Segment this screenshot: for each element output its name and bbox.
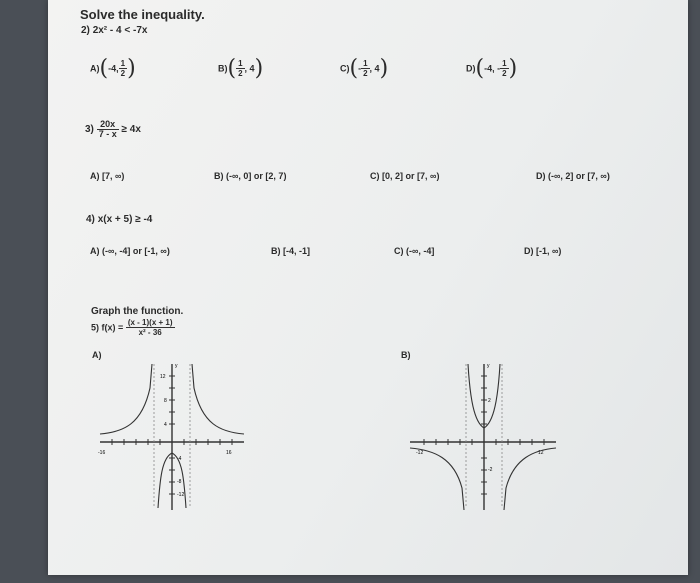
q3-option-a[interactable]: A) [7, ∞) [90,171,125,181]
y-tick-label-top: 12 [160,374,166,380]
x-tick-label-pos: 16 [226,450,232,456]
curve-right-branch [504,448,556,510]
question-2 [81,25,147,36]
graph-b-label[interactable]: B) [401,350,411,360]
q4-option-b[interactable]: B) [-4, -1] [271,246,311,256]
function-lhs: f(x) = [101,322,124,333]
curve-left-branch [100,364,152,434]
worksheet-page [48,0,688,575]
question-number: 5) [91,322,100,333]
y-axis-letter: y [487,363,490,369]
question-expression: 2x² - 4 < -7x [92,25,148,36]
y-tick-label-neg3: -12 [177,492,185,498]
q4-option-d[interactable]: D) [-1, ∞) [524,246,562,256]
function-fraction: $\frac{(x - 1)(x + 1)}{\text{x² - 36}}$ [127,318,173,337]
question-number: 3) [85,124,94,135]
q2-option-b[interactable]: B)( $\frac{1}{2}$ , 4) [218,56,264,81]
x-tick-label-pos: 12 [538,450,544,456]
question-4 [86,214,152,225]
graph-b[interactable] [404,358,564,513]
y-tick-label-neg: -2 [488,467,493,473]
curve-left-branch [410,448,464,510]
y-tick-label-neg1: -4 [177,456,182,462]
y-axis-letter: y [175,363,178,369]
question-5-heading: Graph the function. [91,306,184,317]
y-tick-label-neg2: -8 [177,479,182,485]
q3-option-c[interactable]: C) [0, 2] or [7, ∞) [370,171,440,181]
q2-option-c[interactable]: C)(- $\frac{1}{2}$ , 4) [340,56,389,81]
y-tick-label-low: 4 [164,422,167,428]
question-number: 4) [86,214,95,225]
y-tick-label-top: 2 [488,398,491,404]
page-title: Solve the inequality. [80,7,205,22]
question-3 [85,120,141,139]
y-tick-label-mid: 8 [164,398,167,404]
q4-option-c[interactable]: C) (-∞, -4] [394,246,435,256]
question-expression: x(x + 5) ≥ -4 [97,214,153,225]
q2-option-d[interactable]: D)(-4, - $\frac{1}{2}$ ) [466,56,518,81]
x-tick-label-neg: -12 [416,450,424,456]
curve-right-branch [192,364,244,434]
question-fraction: $\frac{20x}{7 - x}$ [98,119,117,139]
q3-option-d[interactable]: D) (-∞, 2] or [7, ∞) [536,171,610,181]
q4-option-a[interactable]: A) (-∞, -4] or [-1, ∞) [90,246,170,256]
x-tick-label-neg: -16 [98,450,106,456]
question-relation: ≥ 4x [121,124,141,135]
graph-a-label[interactable]: A) [92,350,102,360]
q3-option-b[interactable]: B) (-∞, 0] or [2, 7) [214,171,287,181]
graph-a[interactable] [94,358,252,513]
question-number: 2) [81,25,90,36]
question-5 [91,318,175,337]
q2-option-a[interactable]: A)(-4, $\frac{1}{2}$ ) [90,56,136,81]
